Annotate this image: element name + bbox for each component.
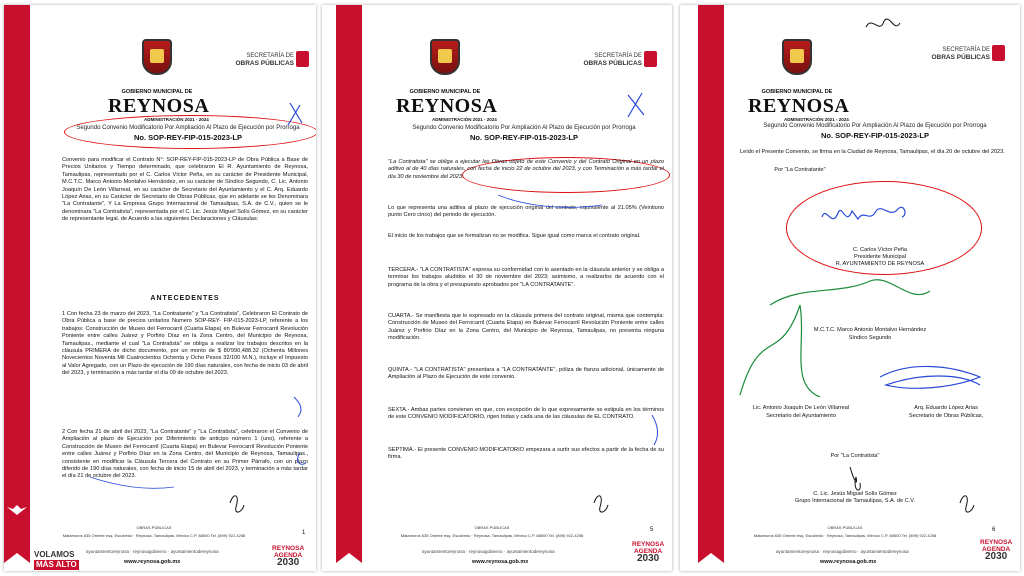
ribbon-tip (698, 553, 724, 563)
clausula-sexta: SEXTA.- Ambas partes convienen en que, con excepción de lo que expresamente se estipula en los términos de este CONVENIO MODIFICATORIO, rigen todas y cada una de las cláusulas de EL CONTRATO. (388, 407, 664, 421)
agenda-line-3: 2030 (636, 553, 660, 564)
page-number: 6 (992, 527, 996, 533)
signatory-1-role: Presidente Municipal (854, 254, 906, 260)
footer-obras: OBRAS PÚBLICAS (827, 525, 863, 530)
social-youtube: ayuntamientodereynosa (860, 549, 909, 554)
por-contratista-label: Por "La Contratista" (830, 453, 880, 459)
signatory-2-role: Síndico Segundo (848, 335, 892, 341)
secretaria-line-1: SECRETARÍA DE (942, 47, 990, 53)
clausula-tercera: TERCERA.- "LA CONTRATISTA" expresa su conformidad con lo asentado en la cláusula anterior y se obliga a terminar los trabajos aludidos el 30 de noviembre del 2023; asimismo, a realizarlos de acuerdo con el programa de la obra y el presupuesto aprobados por "LA CONTRATANTE". (388, 267, 664, 288)
city-crest-icon (142, 39, 172, 75)
volamos-line-1: VOLAMOS (34, 550, 75, 559)
antecedente-item-2: 2 Con fecha 21 de abril del 2023, "La Contratante" y "La Contratista", celebraron el Convenio de Ampliación al plazo de Ejecución por Diferimiento de anticipo número 1 (uno), referente a Construcción de Museo del Ferrocarril (Cuarta Etapa) en Bulevar Ferrocarril Revolución Poniente entre calles Juárez y Porfirio Díaz en la Zona Centro, del Municipio de Reynosa, Tamaulipas., consistente en modificar la Cláusula Tercera del Contrato en su Primer Párrafo, con un plazo diferido de 190 días naturales, con fecha de inicio 15 de abril del 2023, y terminación a más tardar el día 21 de octubre del 2023. (62, 429, 308, 480)
footer-address: Matamoros 635 Oriente esq. Escobedo · Reynosa, Tamaulipas, México C.P. 88500 Tel. (899) 922-4258 (753, 533, 937, 538)
signature-3 (740, 305, 820, 397)
document-page-1 (4, 5, 316, 571)
agenda-line-2: AGENDA (273, 552, 303, 559)
administracion-label: ADMINISTRACIÓN 2021 - 2024 (784, 117, 849, 122)
red-highlight-ellipse (64, 115, 316, 149)
agenda-line-3: 2030 (984, 551, 1008, 562)
agenda-line-1: REYNOSA (980, 539, 1013, 546)
agenda-line-2: AGENDA (633, 548, 663, 555)
contract-number: No. SOP-REY-FIP-015-2023-LP (821, 131, 929, 140)
secretaria-line-2: OBRAS PÚBLICAS (235, 60, 294, 67)
secretaria-label (230, 53, 294, 67)
ribbon-tip (4, 553, 30, 563)
signatory-3-role: Secretario del Ayuntamiento (766, 413, 836, 419)
social-instagram: reynosagobierno (133, 549, 167, 554)
reynosa-wordmark: REYNOSA (748, 95, 850, 117)
gobierno-label: GOBIERNO MUNICIPAL DE (409, 89, 481, 95)
city-crest-icon (430, 39, 460, 75)
social-links: ayuntamientoreynosa · reynosagobierno · ayuntamientodereynosa (86, 549, 219, 554)
plazo-paragraph: "La Contratista" se obliga a ejecutar las Obras objeto de este Convenio y del Contrato Original en un plazo aditivo al de 40 días naturales, con fecha de inicio 22 de octubre del 2023, y con Terminación a más tardar el día 30 de noviembre del 2023. (388, 159, 664, 180)
contract-number: No. SOP-REY-FIP-015-2023-LP (134, 133, 242, 142)
administracion-label: ADMINISTRACIÓN 2021 - 2024 (432, 117, 497, 122)
footer-address: Matamoros 635 Oriente esq. Escobedo · Reynosa, Tamaulipas, México C.P. 88500 Tel. (899) 922-4258 (62, 533, 246, 538)
page-number: 1 (302, 530, 306, 536)
page-number: 5 (650, 527, 654, 533)
social-facebook: ayuntamientoreynosa (86, 549, 130, 554)
signatory-5-org: Grupo Internacional de Tamaulipas, S.A. de C.V. (794, 498, 916, 504)
agenda-line-1: REYNOSA (272, 545, 305, 552)
social-facebook: ayuntamientoreynosa (776, 549, 820, 554)
footer-address: Matamoros 635 Oriente esq. Escobedo · Reynosa, Tamaulipas, México C.P. 88500 Tel. (899) 922-4258 (400, 533, 584, 538)
social-youtube: ayuntamientodereynosa (506, 549, 555, 554)
agenda-line-3: 2030 (276, 557, 300, 568)
agenda-line-2: AGENDA (981, 546, 1011, 553)
social-links: ayuntamientoreynosa · reynosagobierno · ayuntamientodereynosa (776, 549, 909, 554)
document-page-6 (680, 5, 1020, 571)
reynosa-wordmark: REYNOSA (396, 95, 498, 117)
secretaria-label (578, 53, 642, 67)
gobierno-label: GOBIERNO MUNICIPAL DE (761, 89, 833, 95)
volamos-logo (34, 550, 79, 570)
social-youtube: ayuntamientodereynosa (170, 549, 219, 554)
firma-intro: Leído el Presente Convenio, se firma en la Ciudad de Reynosa, Tamaulipas, el día 20 de octubre del 2023. (740, 149, 1005, 155)
intro-paragraph: Convenio para modificar el Contrato N°: SOP-REY-FIP-015-2023-LP de Obra Pública a Base de Precios Unitarios y Tiempo determinado, que celebraron El R. Ayuntamiento de Reynosa, Tamaulipas, representado por el C. Carlos Víctor Peña, en su carácter de Presidente Municipal, M.C.T.C. Marco Antonio Montalvo Hernández, en su carácter de Síndico Segundo, C. Lic. Antonio Joaquín De León Villarreal, en su carácter de Secretario del Ayuntamiento y el C. Arq. Eduardo López Arias, en su Carácter de Secretario de Obras Públicas, que en adelante se les Denominara "La Contratante", Y La Empresa Grupo Internacional de Tamaulipas, S.A. de C.V., quien se le denominara "La Contratista", representada por el C. Lic. Jesús Miguel Solís Gómez, en su carácter de representante legal, de Acuerdo a las siguientes Declaraciones y Cláusulas: (62, 157, 308, 223)
secretaria-line-2: OBRAS PÚBLICAS (583, 60, 642, 67)
reynosa-wordmark: REYNOSA (108, 95, 210, 117)
city-crest-icon (782, 39, 812, 75)
signatory-5-name: C. Lic. Jesús Miguel Solís Gómez (813, 491, 897, 497)
red-side-ribbon (698, 5, 724, 553)
document-subtitle: Segundo Convenio Modificatorio Por Ampliación Al Plazo de Ejecución por Prorroga (763, 123, 987, 129)
antecedentes-heading: ANTECEDENTES (150, 295, 220, 302)
signature-4 (880, 366, 980, 388)
porcentaje-paragraph: Lo que representa una aditiva al plazo de ejecución original del contrato, equivalente al 21.05% (Veintiuno punto Cero cinco) del periodo de ejecución. (388, 205, 664, 219)
agenda-2030-logo (632, 541, 664, 562)
por-contratante-label: Por "La Contratante" (774, 167, 826, 173)
contract-number: No. SOP-REY-FIP-015-2023-LP (470, 133, 578, 142)
website-link[interactable]: www.reynosa.gob.mx (472, 559, 529, 565)
antecedente-item-1: 1 Con fecha 23 de marzo del 2023, "La Contratante" y "La Contratista", Celebraron El Contrato de Obra Pública a base de precios unitarios Numero SOP-REY- FIP-015-2023-LP, referente a los trabajos: Construcción de Museo del Ferrocarril (Cuarta Etapa) en Bulevar Ferrocarril Revolución Poniente entre calles Juárez y Porfirio Díaz en la Zona Centro, del Municipio de Reynosa, Tamaulipas., mediante el cual "La Contratista" se obliga a realizar los trabajos descritos en la cláusula PRIMERA de dicho documento, por un monto de $ 80'990,488.32 (Ochenta Millones Novecientos Noventa Mil Cuatrocientos Ochenta y Ocho Pesos 32/100 M.N.), incluye el Impuesto al Valor Agregado, con un Plazo de ejecución de 190 días naturales, con fecha de inicio 03 de abril del 2023, y terminación a más tardar el día 09 de octubre del 2023. (62, 311, 308, 377)
signature-marks (680, 5, 1020, 571)
signatory-3-name: Lic. Antonio Joaquín De León Villarreal (752, 405, 850, 411)
secretaria-logo-icon (296, 51, 309, 67)
ribbon-tip (336, 553, 362, 563)
social-facebook: ayuntamientoreynosa (422, 549, 466, 554)
inicio-paragraph: El inicio de los trabajos que se formalizan no se modifica. Sigue igual como marca el contrato original. (388, 233, 641, 239)
red-side-ribbon (336, 5, 362, 553)
footer-obras: OBRAS PÚBLICAS (474, 525, 510, 530)
social-instagram: reynosagobierno (823, 549, 857, 554)
signatory-4-name: Arq. Eduardo López Arias (914, 405, 978, 411)
volamos-line-2: MÁS ALTO (36, 560, 77, 569)
document-page-5 (322, 5, 672, 571)
website-link[interactable]: www.reynosa.gob.mx (820, 559, 877, 565)
administracion-label: ADMINISTRACIÓN 2021 - 2024 (144, 117, 209, 122)
signature-5 (850, 467, 860, 490)
document-subtitle: Segundo Convenio Modificatorio Por Ampliación Al Plazo de Ejecución por Prorroga (76, 125, 300, 131)
agenda-line-1: REYNOSA (632, 541, 665, 548)
clausula-quinta: QUINTA.- "LA CONTRATISTA" presentara a "LA CONTRATANTE", póliza de fianza adicional, únicamente de Ampliación al Plazo de Ejecución de este convenio. (388, 367, 664, 381)
social-links: ayuntamientoreynosa · reynosagobierno · ayuntamientodereynosa (422, 549, 555, 554)
social-instagram: reynosagobierno (469, 549, 503, 554)
secretaria-logo-icon (644, 51, 657, 67)
gobierno-label: GOBIERNO MUNICIPAL DE (121, 89, 193, 95)
red-side-ribbon (4, 5, 30, 553)
signatory-2-name: M.C.T.C. Marco Antonio Montalvo Hernández (813, 327, 927, 333)
secretaria-line-1: SECRETARÍA DE (246, 53, 294, 59)
clausula-cuarta: CUARTA.- Se manifiesta que lo expresado en la cláusula primera del contrato original, misma que contempla: Construcción de Museo del Ferrocarril (Cuarta Etapa) en Bulevar Ferrocarril Revolución Poniente entre calles Juárez y Porfirio Díaz en la Zona Centro, del Municipio de Reynosa, Tamaulipas, no presenta ninguna modificación. (388, 313, 664, 342)
footer-obras: OBRAS PÚBLICAS (136, 525, 172, 530)
initials-top (866, 19, 900, 27)
eagle-logo-icon (6, 503, 28, 519)
signatory-1-org: R. AYUNTAMIENTO DE REYNOSA (835, 261, 925, 267)
secretaria-line-2: OBRAS PÚBLICAS (931, 54, 990, 61)
agenda-2030-logo (272, 545, 304, 566)
clausula-septima: SEPTIMA.- El presente CONVENIO MODIFICATORIO empezara a surtir sus efectos a partir de la fecha de su firma. (388, 447, 664, 461)
signatory-1-name: C. Carlos Víctor Peña (852, 247, 908, 253)
signature-2 (770, 280, 930, 305)
signatory-4-role: Secretario de Obras Públicas, (908, 413, 984, 419)
secretaria-logo-icon (992, 45, 1005, 61)
agenda-2030-logo (980, 539, 1012, 560)
website-link[interactable]: www.reynosa.gob.mx (124, 559, 181, 565)
secretaria-label (926, 47, 990, 61)
secretaria-line-1: SECRETARÍA DE (594, 53, 642, 59)
initials-bottom (960, 496, 974, 512)
document-subtitle: Segundo Convenio Modificatorio Por Ampliación Al Plazo de Ejecución por Prorroga (412, 125, 636, 131)
